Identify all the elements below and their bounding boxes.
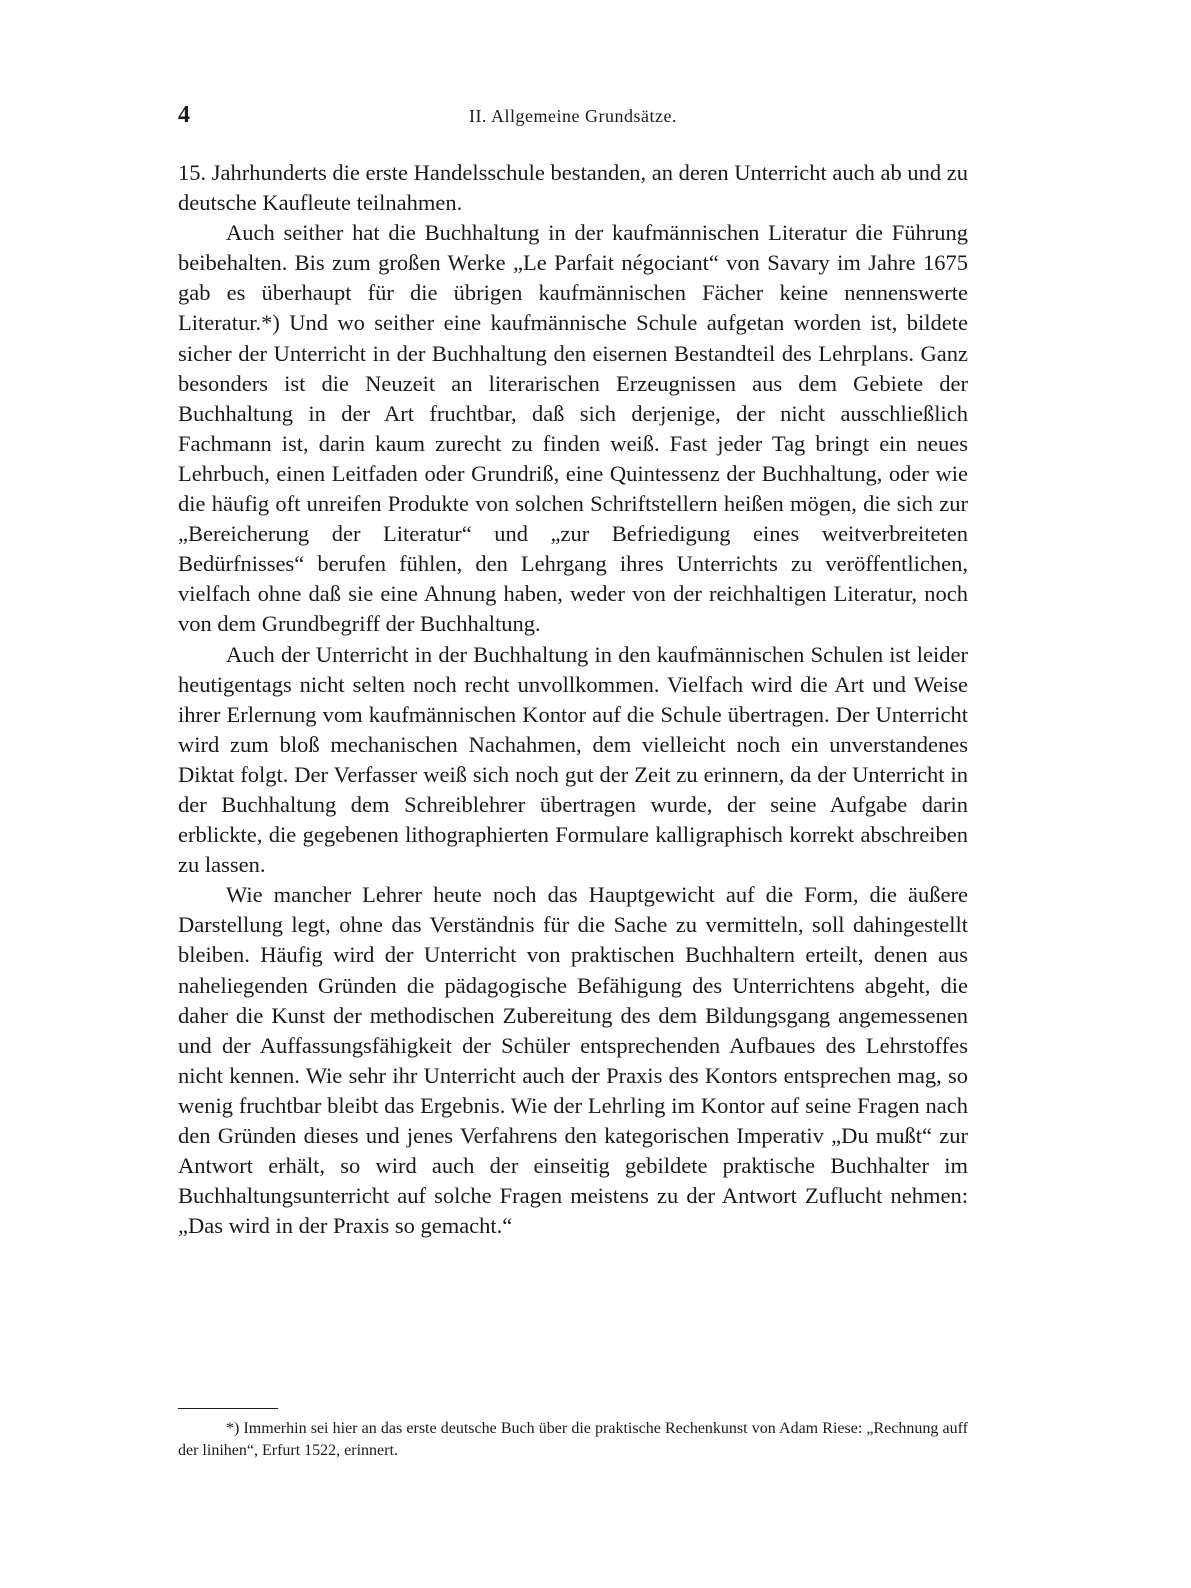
paragraph: Auch der Unterricht in der Buchhaltung in den kaufmännischen Schulen ist leider heutigentags nicht selten noch recht unvollkommen. Vielfach wird die Art und Weise ihrer Erlernung vom kaufmännischen Kontor auf die Schule übertragen. Der Unterricht wird zum bloß mechanischen Nachahmen, dem vielleicht noch ein unverstandenes Diktat folgt. Der Verfasser weiß sich noch gut der Zeit zu erinnern, da der Unterricht in der Buchhaltung dem Schreiblehrer übertragen wurde, der seine Aufgabe darin erblickte, die gegebenen lithographierten Formulare kalligraphisch korrekt abschreiben zu lassen. <box>178 641 968 878</box>
book-page <box>178 100 968 1520</box>
paragraph-continued: 15. Jahrhunderts die erste Handelsschule bestanden, an deren Unterricht auch ab und zu deutsche Kaufleute teilnahmen. <box>178 160 968 216</box>
page-number: 4 <box>178 102 190 128</box>
paragraph: Wie mancher Lehrer heute noch das Hauptgewicht auf die Form, die äußere Darstellung legt, ohne das Verständnis für die Sache zu vermitteln, soll dahingestellt bleiben. Häufig wird der Unterricht von praktischen Buchhaltern erteilt, denen aus naheliegenden Gründen die pädagogische Befähigung des Unterrichtens abgeht, die daher die Kunst der methodischen Zubereitung des dem Bildungsgang angemessenen und der Auffassungsfähigkeit der Schüler entsprechenden Aufbaues des Lehrstoffes nicht kennen. Wie sehr ihr Unterricht auch der Praxis des Kontors entsprechen mag, so wenig fruchtbar bleibt das Ergebnis. Wie der Lehrling im Kontor auf seine Fragen nach den Gründen dieses und jenes Verfahrens den kategorischen Imperativ „Du mußt“ zur Antwort erhält, so wird auch der einseitig gebildete praktische Buchhalter im Buchhaltungsunterricht auf solche Fragen meistens zu der Antwort Zuflucht nehmen: „Das wird in der Praxis so gemacht.“ <box>178 882 968 1239</box>
footnote-text: *) Immerhin sei hier an das erste deutsche Buch über die praktische Rechenkunst von Adam Riese: „Rechnung auff der linihen“, Erfurt 1522, erinnert. <box>178 1420 968 1459</box>
footnote-divider <box>178 1408 278 1409</box>
running-head: II. Allgemeine Grundsätze. <box>469 106 677 126</box>
paragraph: Auch seither hat die Buchhaltung in der kaufmännischen Literatur die Führung beibehalten. Bis zum großen Werke „Le Parfait négociant“ von Savary im Jahre 1675 gab es überhaupt für die übrigen kaufmännischen Fächer keine nennenswerte Literatur.*) Und wo seither eine kaufmännische Schule aufgetan worden ist, bildete sicher der Unterricht in der Buchhaltung den eisernen Bestandteil des Lehrplans. Ganz besonders ist die Neuzeit an literarischen Erzeugnissen aus dem Gebiete der Buchhaltung in der Art fruchtbar, daß sich derjenige, der nicht ausschließlich Fachmann ist, darin kaum zurecht zu finden weiß. Fast jeder Tag bringt ein neues Lehrbuch, einen Leitfaden oder Grundriß, eine Quintessenz der Buchhaltung, oder wie die häufig oft unreifen Produkte von solchen Schriftstellern heißen mögen, die sich zur „Bereicherung der Literatur“ und „zur Befriedigung eines weitverbreiteten Bedürfnisses“ berufen fühlen, den Lehrgang ihres Unterrichts zu veröffentlichen, vielfach ohne daß sie eine Ahnung haben, weder von der reichhaltigen Literatur, noch von dem Grundbegriff der Buchhaltung. <box>178 220 968 637</box>
body-text <box>178 158 968 1241</box>
page-header <box>178 100 968 140</box>
footnote <box>178 1418 968 1462</box>
